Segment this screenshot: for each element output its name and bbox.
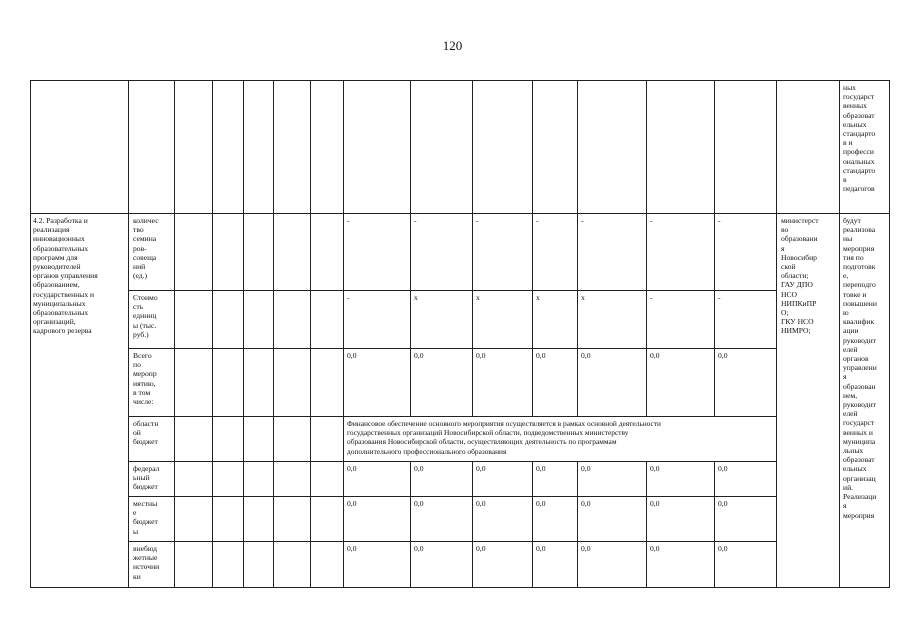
value-cell: -	[650, 293, 653, 302]
subrow-separator	[128, 348, 776, 349]
value-cell: 0,0	[347, 351, 357, 360]
value-cell: 0,0	[536, 464, 546, 473]
subrow-separator	[128, 496, 776, 497]
value-cell: -	[414, 216, 417, 225]
value-cell: 0,0	[536, 544, 546, 553]
value-cell: 0,0	[536, 499, 546, 508]
value-cell: 0,0	[476, 544, 486, 553]
value-cell: 0,0	[476, 464, 486, 473]
value-cell: -	[718, 216, 721, 225]
subrow-separator	[128, 416, 776, 417]
page-number: 120	[442, 38, 463, 53]
value-cell: 0,0	[347, 544, 357, 553]
table-right-border	[889, 80, 890, 588]
indicator-seminars: количес тво семина ров- совеща ний (ед.)	[133, 216, 159, 281]
table-vline	[646, 213, 647, 416]
value-cell: 0,0	[414, 351, 424, 360]
value-cell: 0,0	[581, 499, 591, 508]
value-cell: 0,0	[581, 351, 591, 360]
indicator-regional-budget: областн ой бюджет	[133, 419, 159, 447]
value-cell: 0,0	[650, 499, 660, 508]
table-vline	[714, 80, 715, 213]
value-cell: 0,0	[718, 351, 728, 360]
table-vline	[577, 80, 578, 213]
table-vline	[343, 461, 344, 587]
value-cell: 0,0	[650, 351, 660, 360]
table-vline	[128, 80, 129, 587]
row-separator	[30, 213, 890, 214]
expected-result: будут реализова ны мероприя тия по подготовк е, переподго товке и повышени ю квалифик ации руководит елей органов управлени я образован ием, руководит елей государст венных и муниципа льных образоват ельных организац ий. Реализаци я мероприя	[843, 216, 877, 520]
table-vline	[273, 80, 274, 587]
value-cell: -	[650, 216, 653, 225]
table-vline	[410, 80, 411, 213]
value-cell: х	[476, 293, 480, 302]
value-cell: х	[581, 293, 585, 302]
indicator-extrabudgetary: внебюд жетные источни ки	[133, 544, 160, 581]
table-vline	[343, 213, 344, 416]
executors: министерст во образовани я Новосибир ской области; ГАУ ДПО НСО НИПКиПР О; ГКУ НСО НИМРО;	[781, 216, 819, 336]
table-vline	[174, 80, 175, 587]
financing-note: Финансовое обеспечение основного мероприятия осуществляется в рамках основной деятельности государственных организаций Новосибирской области, подведомственных министерству образования Новосибирской области, осуществляющих деятельность по программам дополнительного профессионального образования	[347, 419, 662, 456]
table-vline	[343, 416, 344, 461]
indicator-local-budgets: местны е бюджет ы	[133, 499, 158, 536]
table-vline	[577, 213, 578, 416]
value-cell: -	[718, 293, 721, 302]
value-cell: 0,0	[347, 499, 357, 508]
subrow-separator	[128, 290, 776, 291]
value-cell: х	[414, 293, 418, 302]
value-cell: 0,0	[414, 464, 424, 473]
table-vline	[776, 461, 777, 587]
table-vline	[532, 213, 533, 416]
value-cell: 0,0	[581, 544, 591, 553]
value-cell: 0,0	[414, 499, 424, 508]
activity-name: 4.2. Разработка и реализация инновационных образовательных программ для руководителей органов управления образованием, государственных и муниципальных образовательных организаций, кадрового резерва	[33, 216, 98, 336]
result-continuation: ных государст венных образоват ельных стандарто в и професси ональных стандарто в педагогов	[843, 83, 876, 194]
table-vline	[472, 461, 473, 587]
table-bottom-border	[30, 587, 890, 588]
subrow-separator	[128, 541, 776, 542]
value-cell: 0,0	[414, 544, 424, 553]
table-vline	[646, 461, 647, 587]
value-cell: -	[581, 216, 584, 225]
value-cell: 0,0	[347, 464, 357, 473]
table-vline	[212, 80, 213, 587]
table-vline	[310, 80, 311, 587]
table-vline	[243, 80, 244, 587]
table-vline	[472, 80, 473, 213]
table-vline	[714, 213, 715, 416]
table-vline	[410, 213, 411, 416]
table-vline	[532, 461, 533, 587]
table-vline	[839, 80, 840, 587]
value-cell: -	[347, 216, 350, 225]
table-vline	[410, 461, 411, 587]
table-vline	[646, 80, 647, 213]
table-vline	[776, 80, 777, 213]
table-left-border	[30, 80, 31, 588]
table-vline	[714, 461, 715, 587]
table-vline	[577, 461, 578, 587]
table-vline	[776, 213, 777, 416]
value-cell: 0,0	[581, 464, 591, 473]
table-top-border	[30, 80, 890, 81]
indicator-federal-budget: федерал ьный бюджет	[133, 464, 160, 492]
value-cell: 0,0	[476, 351, 486, 360]
value-cell: 0,0	[536, 351, 546, 360]
value-cell: -	[536, 216, 539, 225]
value-cell: 0,0	[718, 499, 728, 508]
table-vline	[343, 80, 344, 213]
value-cell: х	[536, 293, 540, 302]
table-vline	[532, 80, 533, 213]
value-cell: 0,0	[476, 499, 486, 508]
value-cell: 0,0	[718, 464, 728, 473]
value-cell: -	[476, 216, 479, 225]
indicator-unit-cost: Стоимо сть единиц ы (тыс. руб.)	[133, 293, 158, 339]
indicator-total: Всего по меропр иятию, в том числе:	[133, 351, 157, 407]
subrow-separator	[128, 461, 776, 462]
value-cell: 0,0	[718, 544, 728, 553]
value-cell: -	[347, 293, 350, 302]
value-cell: 0,0	[650, 464, 660, 473]
value-cell: 0,0	[650, 544, 660, 553]
table-vline	[472, 213, 473, 416]
